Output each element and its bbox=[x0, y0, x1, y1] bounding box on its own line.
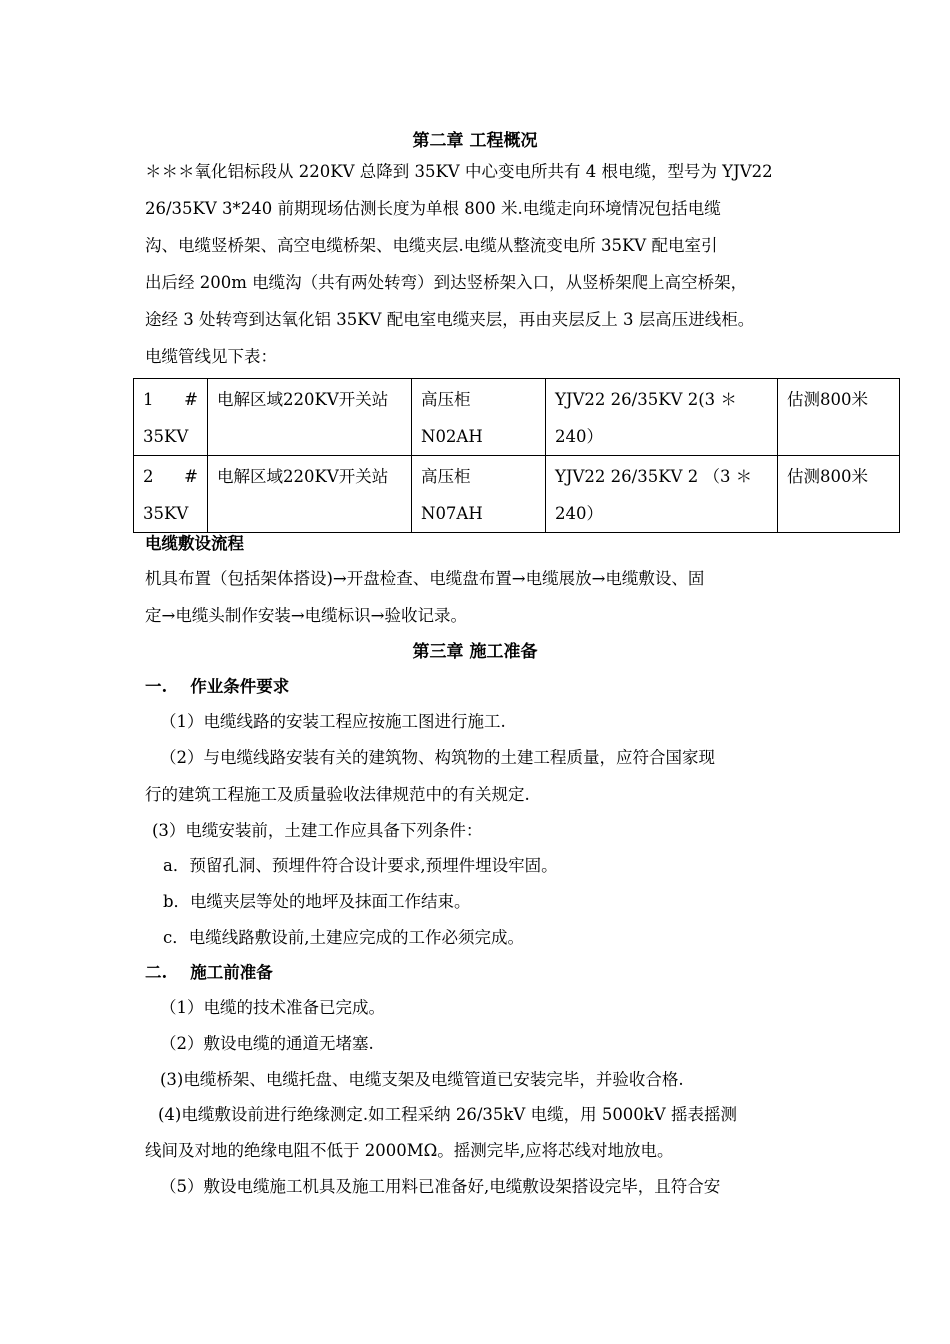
section-1-item-2: （2）与电缆线路安装有关的建筑物、构筑物的土建工程质量，应符合国家现 bbox=[160, 748, 715, 767]
cable-number-cell bbox=[134, 379, 208, 456]
section-2-item-1: （1）电缆的技术准备已完成。 bbox=[160, 998, 385, 1017]
source-cell: 电解区域220KV开关站 bbox=[208, 379, 412, 456]
cabinet-cell: 高压柜 N02AH bbox=[412, 379, 546, 456]
section-1-item-1: （1）电缆线路的安装工程应按施工图进行施工. bbox=[160, 712, 506, 731]
overview-line-5: 途经 3 处转弯到达氧化铝 35KV 配电室电缆夹层，再由夹层反上 3 层高压进线柜。 bbox=[145, 310, 755, 329]
cable-number: 1 bbox=[143, 390, 154, 409]
cable-number-mark: # bbox=[184, 390, 198, 409]
model-line-2: 240） bbox=[555, 504, 603, 523]
section-1-item-3a: a．预留孔洞、预埋件符合设计要求,预埋件埋设牢固。 bbox=[163, 856, 558, 875]
model-line-2: 240） bbox=[555, 427, 603, 446]
section-2-item-3: (3)电缆桥架、电缆托盘、电缆支架及电缆管道已安装完毕，并验收合格. bbox=[160, 1070, 684, 1089]
section-1-item-3b: b．电缆夹层等处的地坪及抹面工作结束。 bbox=[163, 892, 471, 911]
laying-flow-line-2: 定→电缆头制作安装→电缆标识→验收记录。 bbox=[145, 606, 467, 625]
section-1-item-3: (3）电缆安装前，土建工作应具备下列条件： bbox=[152, 821, 483, 840]
section-1-heading: 一. 作业条件要求 bbox=[145, 677, 290, 696]
table-row bbox=[134, 456, 900, 533]
overview-line-6: 电缆管线见下表： bbox=[145, 347, 277, 366]
section-2-item-4-cont: 线间及对地的绝缘电阻不低于 2000MΩ。摇测完毕,应将芯线对地放电。 bbox=[145, 1141, 674, 1160]
overview-line-3: 沟、电缆竖桥架、高空电缆桥架、电缆夹层.电缆从整流变电所 35KV 配电室引 bbox=[145, 236, 718, 255]
section-1-item-2-cont: 行的建筑工程施工及质量验收法律规范中的有关规定. bbox=[145, 785, 530, 804]
section-2-item-4: (4)电缆敷设前进行绝缘测定.如工程采纳 26/35kV 电缆，用 5000kV 摇表摇测 bbox=[158, 1105, 737, 1124]
source-cell: 电解区域220KV开关站 bbox=[208, 456, 412, 533]
model-cell bbox=[546, 456, 778, 533]
cable-voltage: 35KV bbox=[143, 504, 189, 523]
section-2-item-5: （5）敷设电缆施工机具及施工用料已准备好,电缆敷设架搭设完毕，且符合安 bbox=[160, 1177, 721, 1196]
cable-number-mark: # bbox=[184, 467, 198, 486]
chapter-2-title: 第二章 工程概况 bbox=[412, 131, 538, 151]
section-1-item-3c: c．电缆线路敷设前,土建应完成的工作必须完成。 bbox=[163, 928, 524, 947]
model-line-1: YJV22 26/35KV 2(3 ＊ bbox=[555, 390, 737, 409]
length-cell: 估测800米 bbox=[778, 379, 900, 456]
section-2-item-2: （2）敷设电缆的通道无堵塞. bbox=[160, 1034, 374, 1053]
laying-flow-heading: 电缆敷设流程 bbox=[145, 534, 244, 553]
overview-line-1: ＊＊＊氧化铝标段从 220KV 总降到 35KV 中心变电所共有 4 根电缆，型号为 YJV22 bbox=[145, 162, 773, 181]
model-cell bbox=[546, 379, 778, 456]
model-line-1: YJV22 26/35KV 2 （3 ＊ bbox=[555, 467, 753, 486]
length-cell: 估测800米 bbox=[778, 456, 900, 533]
section-2-heading: 二. 施工前准备 bbox=[145, 963, 273, 982]
cable-voltage: 35KV bbox=[143, 427, 189, 446]
cable-table bbox=[133, 378, 900, 533]
cabinet-cell: 高压柜 N07AH bbox=[412, 456, 546, 533]
table-row bbox=[134, 379, 900, 456]
cable-number: 2 bbox=[143, 467, 154, 486]
laying-flow-line-1: 机具布置（包括架体搭设)→开盘检查、电缆盘布置→电缆展放→电缆敷设、固 bbox=[145, 569, 705, 588]
overview-line-4: 出后经 200m 电缆沟（共有两处转弯）到达竖桥架入口，从竖桥架爬上高空桥架， bbox=[145, 273, 748, 292]
cable-number-cell bbox=[134, 456, 208, 533]
chapter-3-title: 第三章 施工准备 bbox=[412, 642, 538, 662]
overview-line-2: 26/35KV 3*240 前期现场估测长度为单根 800 米.电缆走向环境情况包括电缆 bbox=[145, 199, 721, 218]
